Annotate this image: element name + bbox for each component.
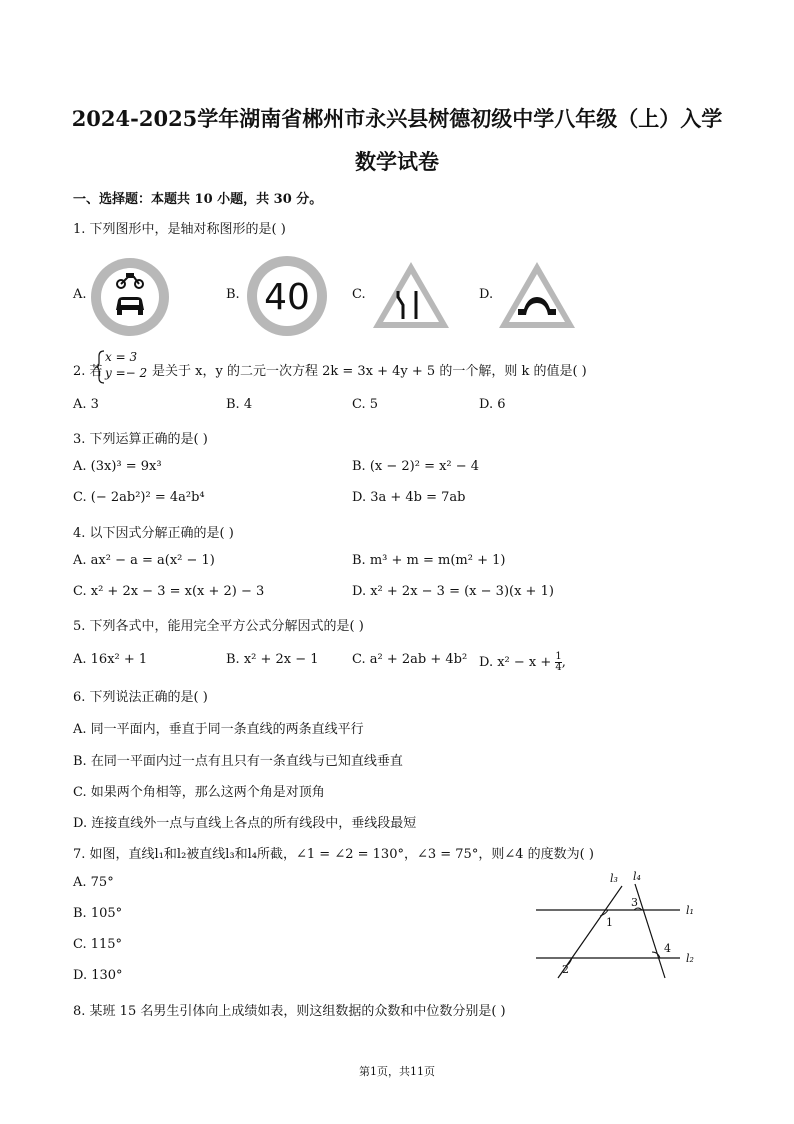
q1-option-b-label: B. xyxy=(226,287,240,302)
question-6-stem: 6. 下列说法正确的是( ) xyxy=(73,690,208,705)
question-2-prefix: 2. 若 xyxy=(73,364,103,379)
parallel-lines-figure xyxy=(530,868,710,980)
question-7-stem: 7. 如图，直线l₁和l₂被直线l₃和l₄所截，∠1 = ∠2 = 130°，∠3 = 75°，则∠4 的度数为( ) xyxy=(73,847,594,862)
q6-option-a: A. 同一平面内，垂直于同一条直线的两条直线平行 xyxy=(73,722,364,737)
label-l4: l₄ xyxy=(633,870,641,883)
q4-option-d: D. x² + 2x − 3 = (x − 3)(x + 1) xyxy=(352,584,554,599)
sign-c-road-narrows-icon xyxy=(370,259,452,331)
label-l1: l₁ xyxy=(686,904,694,917)
sign-d-hump-bridge-icon xyxy=(496,259,578,331)
system-brace-icon xyxy=(95,350,105,384)
page-title-line2: 数学试卷 xyxy=(355,149,439,174)
q2-option-d: D. 6 xyxy=(479,397,506,412)
q2-option-b: B. 4 xyxy=(226,397,253,412)
section-heading: 一、选择题：本题共 10 小题，共 30 分。 xyxy=(73,192,323,207)
fraction-numerator: 1 xyxy=(555,651,562,662)
q5-option-b: B. x² + 2x − 1 xyxy=(226,652,319,667)
label-angle-4: 4 xyxy=(664,942,671,955)
q7-option-b: B. 105° xyxy=(73,906,123,921)
question-4-stem: 4. 以下因式分解正确的是( ) xyxy=(73,526,234,541)
label-angle-2: 2 xyxy=(562,963,569,976)
label-angle-1: 1 xyxy=(606,916,613,929)
q1-option-c-label: C. xyxy=(352,287,366,302)
q2-option-a: A. 3 xyxy=(73,397,99,412)
question-1-stem: 1. 下列图形中，是轴对称图形的是( ) xyxy=(73,222,286,237)
q1-option-d-label: D. xyxy=(479,287,494,302)
q3-option-b: B. (x − 2)² = x² − 4 xyxy=(352,459,480,474)
q3-option-d: D. 3a + 4b = 7ab xyxy=(352,490,466,505)
q5-option-d-suffix: , xyxy=(561,655,566,670)
q4-option-b: B. m³ + m = m(m² + 1) xyxy=(352,553,506,568)
label-l2: l₂ xyxy=(686,952,694,965)
fraction-denominator: 4 xyxy=(555,662,562,673)
q6-option-c: C. 如果两个角相等，那么这两个角是对顶角 xyxy=(73,785,325,800)
sign-a-no-vehicles-icon xyxy=(88,255,172,339)
question-3-stem: 3. 下列运算正确的是( ) xyxy=(73,432,208,447)
q7-option-a: A. 75° xyxy=(73,875,114,890)
question-5-stem: 5. 下列各式中，能用完全平方公式分解因式的是( ) xyxy=(73,619,364,634)
q5-option-c: C. a² + 2ab + 4b² xyxy=(352,652,468,667)
question-2-stem: 是关于 x，y 的二元一次方程 2k = 3x + 4y + 5 的一个解，则 k 的值是( ) xyxy=(152,364,587,379)
label-angle-3: 3 xyxy=(631,896,638,909)
q2-option-c: C. 5 xyxy=(352,397,379,412)
q7-option-d: D. 130° xyxy=(73,968,123,983)
q4-option-a: A. ax² − a = a(x² − 1) xyxy=(73,553,215,568)
q5-option-d-text: D. x² − x + xyxy=(479,655,552,670)
sign-b-number: 40 xyxy=(264,277,310,318)
label-l3: l₃ xyxy=(610,872,618,885)
page-title-line1: 2024-2025学年湖南省郴州市永兴县树德初级中学八年级（上）入学 xyxy=(71,106,723,131)
q1-option-a-label: A. xyxy=(73,287,87,302)
system-equation-2: y =− 2 xyxy=(105,366,148,380)
system-equation-1: x = 3 xyxy=(105,350,138,364)
q6-option-b: B. 在同一平面内过一点有且只有一条直线与已知直线垂直 xyxy=(73,754,403,769)
q4-option-c: C. x² + 2x − 3 = x(x + 2) − 3 xyxy=(73,584,265,599)
q5-option-d xyxy=(479,652,566,673)
q3-option-a: A. (3x)³ = 9x³ xyxy=(73,459,162,474)
sign-b-speed-limit-icon xyxy=(244,253,330,339)
q6-option-d: D. 连接直线外一点与直线上各点的所有线段中，垂线段最短 xyxy=(73,816,417,831)
q3-option-c: C. (− 2ab²)² = 4a²b⁴ xyxy=(73,490,205,505)
question-8-stem: 8. 某班 15 名男生引体向上成绩如表，则这组数据的众数和中位数分别是( ) xyxy=(73,1004,506,1019)
page-footer: 第1页，共11页 xyxy=(359,1065,435,1078)
q5-option-a: A. 16x² + 1 xyxy=(73,652,148,667)
q7-option-c: C. 115° xyxy=(73,937,123,952)
